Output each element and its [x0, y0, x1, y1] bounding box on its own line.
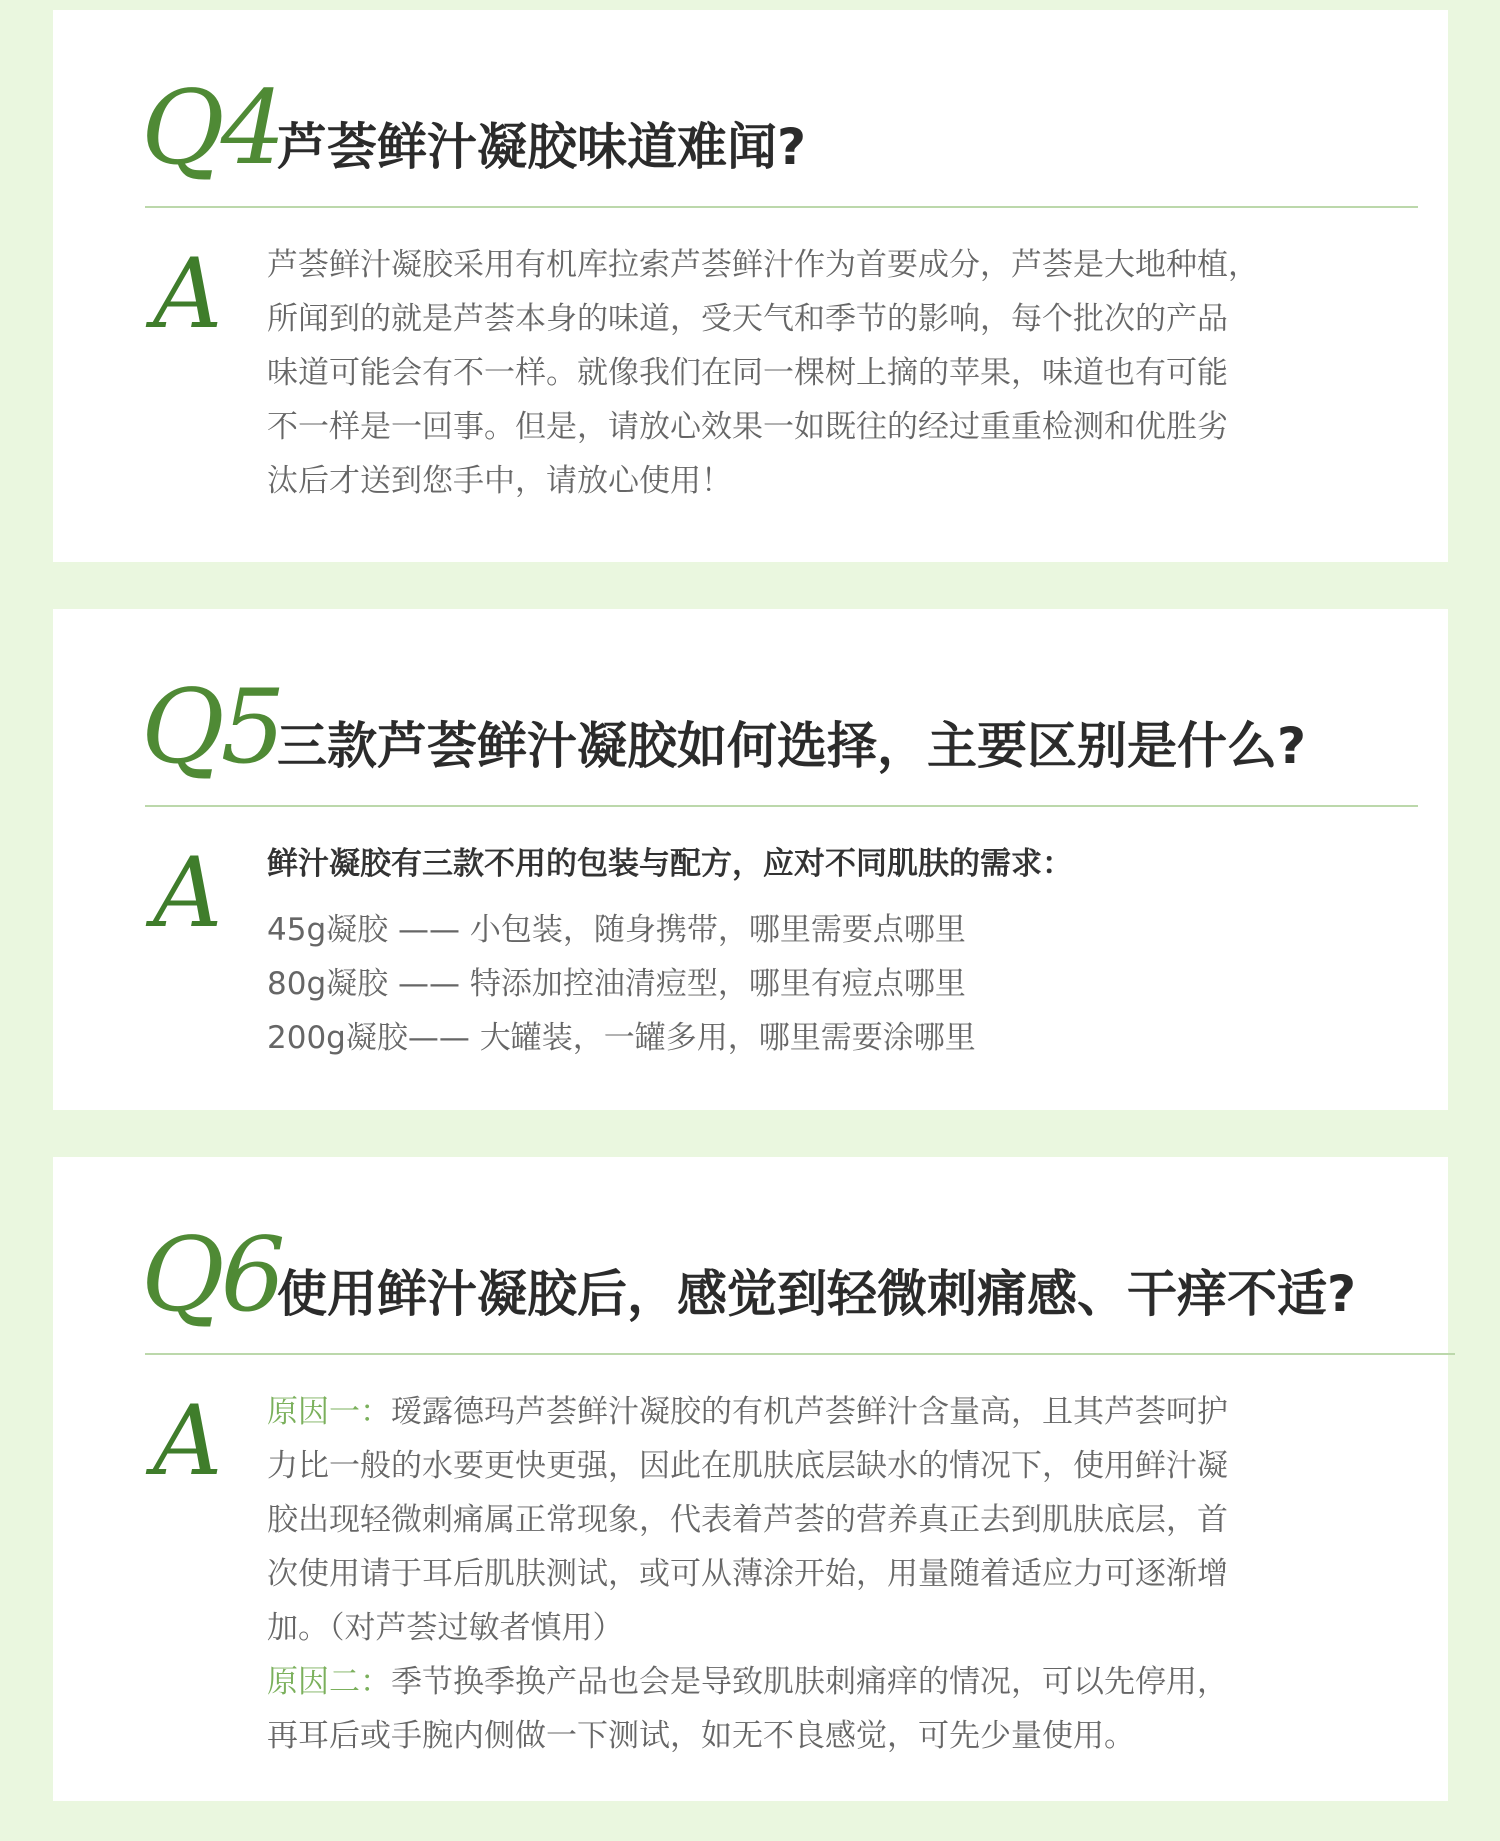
answer-line: 所闻到的就是芦荟本身的味道，受天气和季节的影响，每个批次的产品 — [267, 301, 1228, 337]
answer-line: 次使用请于耳后肌肤测试，或可从薄涂开始，用量随着适应力可逐渐增 — [267, 1556, 1228, 1592]
answer-label: A — [153, 1385, 223, 1497]
answer-intro: 鲜汁凝胶有三款不用的包装与配方，应对不同肌肤的需求： — [267, 846, 1073, 882]
question-title: 使用鲜汁凝胶后，感觉到轻微刺痛感、干痒不适? — [277, 1265, 1357, 1323]
answer-text — [267, 238, 1259, 508]
divider — [145, 206, 1418, 208]
reason-two-text: 季节换季换产品也会是导致肌肤刺痛痒的情况，可以先停用， — [391, 1664, 1228, 1700]
product-option-80g: 80g凝胶 —— 特添加控油清痘型，哪里有痘点哪里 — [267, 966, 966, 1002]
answer-label: A — [153, 238, 223, 350]
answer-line: 再耳后或手腕内侧做一下测试，如无不良感觉，可先少量使用。 — [267, 1718, 1135, 1754]
answer-line: 味道可能会有不一样。就像我们在同一棵树上摘的苹果，味道也有可能 — [267, 355, 1228, 391]
product-option-45g: 45g凝胶 —— 小包装，随身携带，哪里需要点哪里 — [267, 912, 966, 948]
faq-card-q6 — [53, 1157, 1448, 1801]
answer-line: 加。（对芦荟过敏者慎用） — [267, 1610, 624, 1646]
question-number: Q6 — [141, 1216, 282, 1335]
answer-line: 汰后才送到您手中，请放心使用！ — [267, 463, 732, 499]
question-title: 三款芦荟鲜汁凝胶如何选择，主要区别是什么? — [277, 717, 1307, 775]
answer-text — [267, 837, 1073, 1065]
question-number: Q4 — [141, 69, 282, 188]
reason-one-label: 原因一： — [267, 1394, 391, 1430]
faq-card-q4 — [53, 10, 1448, 562]
divider — [145, 1353, 1455, 1355]
answer-label: A — [153, 837, 223, 949]
question-number: Q5 — [141, 668, 282, 787]
reason-two-label: 原因二： — [267, 1664, 391, 1700]
question-title: 芦荟鲜汁凝胶味道难闻? — [277, 118, 807, 176]
answer-text — [267, 1385, 1228, 1763]
answer-line — [267, 1385, 1228, 1439]
product-option-200g: 200g凝胶—— 大罐装，一罐多用，哪里需要涂哪里 — [267, 1020, 976, 1056]
reason-one-text: 瑷露德玛芦荟鲜汁凝胶的有机芦荟鲜汁含量高，且其芦荟呵护 — [391, 1394, 1228, 1430]
answer-line: 不一样是一回事。但是，请放心效果一如既往的经过重重检测和优胜劣 — [267, 409, 1228, 445]
faq-card-q5 — [53, 609, 1448, 1110]
answer-line: 芦荟鲜汁凝胶采用有机库拉索芦荟鲜汁作为首要成分，芦荟是大地种植， — [267, 247, 1259, 283]
answer-line — [267, 1655, 1228, 1709]
answer-line: 胶出现轻微刺痛属正常现象，代表着芦荟的营养真正去到肌肤底层，首 — [267, 1502, 1228, 1538]
divider — [145, 805, 1418, 807]
answer-line: 力比一般的水要更快更强，因此在肌肤底层缺水的情况下，使用鲜汁凝 — [267, 1448, 1228, 1484]
